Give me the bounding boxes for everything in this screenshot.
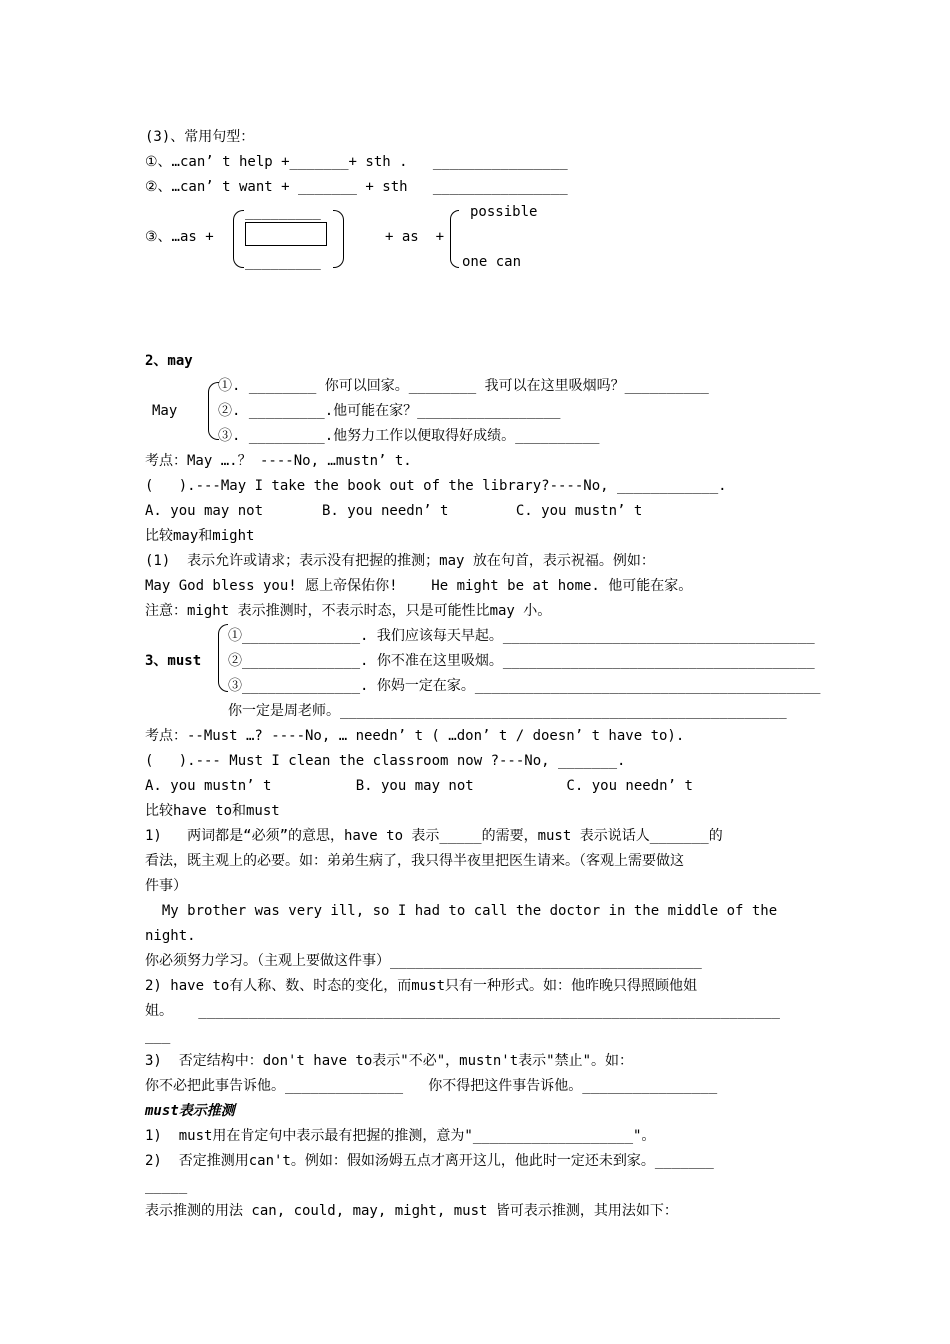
pattern-3-blank-1: _________ xyxy=(245,204,321,220)
must-item-2: ②______________. 你不准在这里吸烟。_____________________________________ xyxy=(228,653,815,669)
may-options: A. you may not B. you needn’ t C. you mustn’ t xyxy=(145,503,643,519)
must-compare-2a: 2) have to有人称、数、时态的变化，而must只有一种形式。如：他昨晚只得照顾他姐 xyxy=(145,978,698,994)
must-compare-2c: ___ xyxy=(145,1028,171,1044)
may-question: ( ).---May I take the book out of the library?----No, ____________. xyxy=(145,478,727,494)
pattern-3-mid: + as + xyxy=(385,229,445,245)
must-brace xyxy=(218,624,228,692)
must-compare-heading: 比较have to和must xyxy=(145,803,280,819)
must-compare-3a: 3) 否定结构中：don't have to表示"不必"，mustn't表示"禁止"。如： xyxy=(145,1053,634,1069)
may-item-2: ②. _________.他可能在家？_________________ xyxy=(218,403,561,419)
may-heading: 2、may xyxy=(145,353,193,369)
infer-3: 表示推测的用法 can, could, may, might, must 皆可表示推测，其用法如下： xyxy=(145,1203,678,1219)
may-compare-3: 注意：might 表示推测时，不表示时态，只是可能性比may 小。 xyxy=(145,603,552,619)
must-compare-1d: My brother was very ill, so I had to call the doctor in the middle of the xyxy=(145,903,778,919)
infer-2a: 2) 否定推测用can't。例如：假如汤姆五点才离开这儿，他此时一定还未到家。_______ xyxy=(145,1153,714,1169)
must-compare-1a: 1) 两词都是“必须”的意思，have to 表示_____的需要，must 表示说话人_______的 xyxy=(145,828,723,844)
may-item-3: ③. _________.他努力工作以便取得好成绩。__________ xyxy=(218,428,600,444)
pattern-3-box xyxy=(245,222,327,246)
pattern-3-prefix: ③、…as + xyxy=(145,229,214,245)
must-compare-3b: 你不必把此事告诉他。______________ 你不得把这件事告诉他。________________ xyxy=(145,1078,718,1094)
must-compare-2b: 姐。 _____________________________________________________________________ xyxy=(145,1003,780,1019)
infer-heading: must表示推测 xyxy=(145,1103,235,1119)
must-item-1: ①______________. 我们应该每天早起。_____________________________________ xyxy=(228,628,815,644)
pattern-3-option-1: possible xyxy=(470,204,538,220)
must-item-4: 你一定是周老师。_____________________________________________________ xyxy=(228,703,787,719)
right-brace xyxy=(333,210,344,268)
pattern-1: ①、…can’ t help +_______+ sth . ________________ xyxy=(145,154,568,170)
must-options: A. you mustn’ t B. you may not C. you needn’ t xyxy=(145,778,693,794)
must-compare-1e: night. xyxy=(145,928,196,944)
may-item-1: ①. ________ 你可以回家。________ 我可以在这里吸烟吗？__________ xyxy=(218,378,709,394)
may-compare-2: May God bless you! 愿上帝保佑你! He might be at home. 他可能在家。 xyxy=(145,578,693,594)
must-item-3: ③______________. 你妈一定在家。_________________________________________ xyxy=(228,678,821,694)
pattern-3-blank-2: _________ xyxy=(245,254,321,270)
infer-2b: _____ xyxy=(145,1178,188,1194)
may-compare-1: (1) 表示允许或请求；表示没有把握的推测；may 放在句首，表示祝福。例如： xyxy=(145,553,655,569)
must-compare-1f: 你必须努力学习。（主观上要做这件事）_____________________________________ xyxy=(145,953,702,969)
pattern-2: ②、…can’ t want + _______ + sth ________________ xyxy=(145,179,568,195)
options-brace xyxy=(450,210,459,268)
must-question: ( ).--- Must I clean the classroom now ?---No, _______. xyxy=(145,753,626,769)
infer-1: 1) must用在肯定句中表示最有把握的推测，意为"___________________"。 xyxy=(145,1128,656,1144)
may-compare-heading: 比较may和might xyxy=(145,528,255,544)
must-compare-1c: 件事） xyxy=(145,878,187,894)
may-kaodian: 考点：May ….？ ----No, …mustn’ t. xyxy=(145,453,412,469)
section-heading: (3)、常用句型： xyxy=(145,129,255,145)
pattern-3-option-2: one can xyxy=(462,254,522,270)
must-compare-1b: 看法，既主观上的必要。如：弟弟生病了，我只得半夜里把医生请来。（客观上需要做这 xyxy=(145,853,684,869)
must-kaodian: 考点：--Must …? ----No, … needn’ t ( …don’ t / doesn’ t have to). xyxy=(145,728,685,744)
left-brace xyxy=(233,210,244,268)
must-heading: 3、must xyxy=(145,653,202,669)
may-label: May xyxy=(152,403,178,419)
